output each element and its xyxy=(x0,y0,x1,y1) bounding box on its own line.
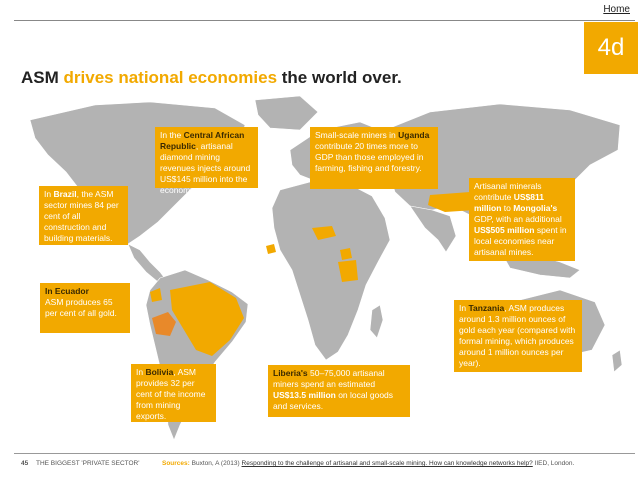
callout-liberia-text: 50–75,000 artisanal miners spend an estimated xyxy=(273,368,385,389)
callout-car-pre: In the xyxy=(160,130,184,140)
section-label: THE BIGGEST 'PRIVATE SECTOR' xyxy=(36,460,140,467)
callout-brazil-country: Brazil xyxy=(53,189,77,199)
footer-divider xyxy=(14,453,635,454)
callout-mongolia-country: Mongolia's xyxy=(513,203,558,213)
callout-car-text: , artisanal diamond mining revenues injects around US$145 million into the economy. xyxy=(160,141,251,195)
callout-bolivia-text: , ASM provides 32 per cent of the income from mining exports. xyxy=(136,367,206,421)
map-greenland xyxy=(255,96,318,130)
callout-mongolia-mid: to xyxy=(501,203,514,213)
callout-brazil-text: , the ASM sector mines 84 per cent of all construction and building materials. xyxy=(44,189,119,243)
title-part-1: ASM xyxy=(21,68,59,87)
map-india xyxy=(410,206,456,252)
title-part-2: drives national economies xyxy=(63,68,278,87)
callout-uganda-pre: Small-scale miners in xyxy=(315,130,399,140)
callout-central-african-republic xyxy=(155,127,258,195)
callout-liberia xyxy=(268,365,410,417)
callout-mongolia xyxy=(469,178,575,261)
callout-ecuador-text: ASM produces 65 per cent of all gold. xyxy=(45,297,117,318)
home-link[interactable]: Home xyxy=(603,4,630,15)
section-badge: 4d xyxy=(584,22,638,74)
callout-liberia-amount: US$13.5 million xyxy=(273,390,336,400)
sources-label: Sources: xyxy=(162,460,190,467)
callout-uganda-text: contribute 20 times more to GDP than those employed in farming, fishing and forestry. xyxy=(315,141,424,173)
callout-bolivia xyxy=(131,364,216,422)
callout-mongolia-pre: Artisanal minerals contribute xyxy=(474,181,542,202)
title-part-3: the world over. xyxy=(281,68,402,87)
callout-ecuador-country: In Ecuador xyxy=(45,286,89,296)
map-africa xyxy=(272,182,390,360)
callout-brazil-pre: In xyxy=(44,189,54,199)
callout-brazil xyxy=(39,186,128,245)
map-madagascar xyxy=(370,305,383,338)
map-liberia xyxy=(266,244,276,254)
callout-uganda xyxy=(310,127,438,189)
map-central-america xyxy=(128,244,166,282)
map-new-zealand xyxy=(612,350,622,372)
callout-uganda-country: Uganda xyxy=(398,130,430,140)
source-link[interactable]: Responding to the challenge of artisanal and small-scale mining. How can knowledge networks help? xyxy=(241,460,533,467)
source-author: Buxton, A (2013) xyxy=(189,460,242,467)
source-publisher: IIED, London. xyxy=(532,460,575,467)
callout-tanzania-pre: In xyxy=(459,303,469,313)
callout-mongolia-text: GDP, with an additional xyxy=(474,214,562,224)
callout-mongolia-amount2: US$505 million xyxy=(474,225,535,235)
callout-tanzania xyxy=(454,300,582,372)
callout-ecuador xyxy=(40,283,130,333)
callout-tanzania-country: Tanzania xyxy=(468,303,505,313)
sources-line xyxy=(162,460,574,467)
callout-tanzania-text: , ASM produces around 1.3 million ounces of gold each year (compared with formal mining, which produces around 1 million ounces per year). xyxy=(459,303,576,368)
callout-bolivia-country: Bolivia xyxy=(145,367,174,377)
callout-car-country: Central African Republic xyxy=(160,130,245,151)
callout-liberia-country: Liberia's xyxy=(273,368,308,378)
map-uganda xyxy=(340,248,352,260)
callout-bolivia-pre: In xyxy=(136,367,146,377)
callout-mongolia-end: spent in local economies near artisanal mines. xyxy=(474,225,567,257)
page-number: 45 xyxy=(21,460,29,467)
callout-liberia-end: on local goods and services. xyxy=(273,390,394,411)
callout-mongolia-amount1: US$811 million xyxy=(474,192,544,213)
